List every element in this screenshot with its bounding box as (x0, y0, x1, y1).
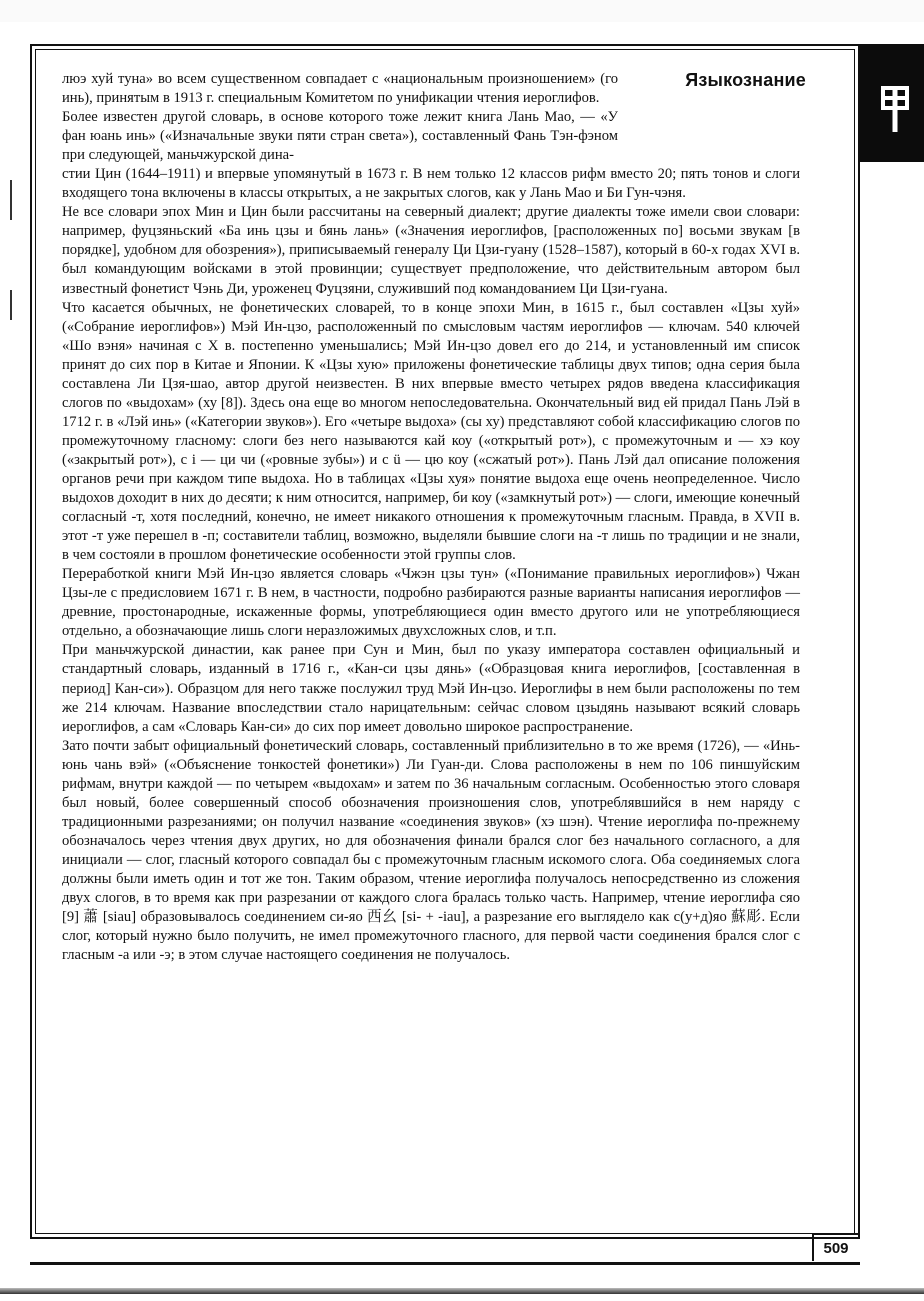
paragraph: Более известен другой словарь, в основе которого тоже лежит книга Лань Мао, — «У фан юань инь» («Изначальные звуки пяти стран света»), составленный Фань Тэн-фэном при следующей, маньчжурской дина- (62, 109, 618, 164)
page-number: 509 (812, 1233, 858, 1261)
paragraph: Зато почти забыт официальный фонетический словарь, составленный приблизительно в то же время (1726), — «Инь-юнь чань вэй» («Объяснение тонкостей фонетики») Ли Гуан-ди. Слова расположены в нем по 106 пиншуйским рифмам, внутри каждой — по четырем «выдохам» и затем по 36 начальным согласным. Особенностью этого словаря был новый, более совершенный способ обозначения произношения слов, употреблявшийся в нем наряду с традиционными разрезаниями; он получил название «соединения звуков» (хэ шэн). Чтение иероглифа по-прежнему обозначалось через чтения двух других, но для обозначения финали брался слог без начального согласного, а для инициали — слог, гласный которого совпадал бы с промежуточным гласным искомого слога. Оба соединяемых слога должны были иметь один и тот же тон. Таким образом, чтение иероглифа получалось непосредственно из сложения двух слогов, в то время как при разрезании от каждого слога бралась только часть. Например, чтение иероглифа сяо [9] 蕭 [siau] образовывалось соединением си-яо 西幺 [si- + -iau], а разрезание его выглядело как с(у+д)яо 蘇彫. Если слог, который нужно было получить, не имел промежуточного гласного, для первой части соединения брался слог с гласным -а или -э; в этом случае настоящего соединения не получалось. (62, 737, 800, 964)
scan-edge (0, 1288, 924, 1294)
hanzi-jia-glyph-icon (880, 84, 910, 134)
scan-artifact (10, 180, 12, 220)
paragraph: При маньчжурской династии, как ранее при Сун и Мин, был по указу императора составлен официальный и стандартный словарь, изданный в 1716 г., «Кан-си цзы дянь» («Образцовая книга иероглифов, [составленная в период] Кан-си»). Образцом для него также послужил труд Мэй Ин-цзо. Иероглифы в нем были расположены по тем же 214 ключам. Название впоследствии стало нарицательным: сейчас словом цзыдянь называют всякий словарь иероглифов, а сам «Словарь Кан-си» до сих пор имеет довольно широкое распространение. (62, 642, 800, 735)
paragraph: Переработкой книги Мэй Ин-цзо является словарь «Чжэн цзы тун» («Понимание правильных иероглифов») Чжан Цзы-ле с предисловием 1671 г. В нем, в частности, подробно разбираются разные варианты написания иероглифов — древние, простонародные, искаженные формы, употребляющиеся один вместо другого или не употребляющиеся отдельно, а обозначающие лишь слоги неразложимых двухсложных слов, и т.п. (62, 566, 800, 640)
bottom-rule (30, 1262, 860, 1265)
paragraph: Не все словари эпох Мин и Цин были рассчитаны на северный диалект; другие диалекты тоже имели свои словари: например, фуцзяньский «Ба инь цзы и бянь лань» («Значения иероглифов, [расположенных по] восьми звукам [в порядке], удобном для обозрения»), приписываемый генералу Ци Цзи-гуану (1528–1587), который в 60-х годах XVI в. был командующим войсками в этой провинции; существует предположение, что действительным автором был известный фонетист Чэнь Ди, уроженец Фуцзяни, служивший под командованием Ци Цзи-гуана. (62, 204, 800, 297)
article-body (62, 70, 800, 965)
paragraph: Что касается обычных, не фонетических словарей, то в конце эпохи Мин, в 1615 г., был составлен «Цзы хуй» («Собрание иероглифов») Мэй Ин-цзо, расположенный по смысловым частям иероглифов — ключам. 540 ключей «Шо вэня» начиная с X в. постепенно уменьшались; Мэй Ин-цзо довел его до 214, и установленный им список принят до сих пор в Китае и Японии. К «Цзы хую» приложены фонетические таблицы двух типов; одна серия была составлена Ли Цзя-шао, автор другой неизвестен. В них впервые вместо четырех рядов введена классификация слогов по «выдохам» (ху [8]). Здесь она еще во многом непоследовательна. Окончательный вид ей придал Пань Лэй в 1712 г. в «Лэй инь» («Категории звуков»). Его «четыре выдоха» (сы ху) представляют собой классификацию слогов по промежуточному гласному: слоги без него называются кай коу («открытый рот»), с промежуточным и — хэ коу («закрытый рот»), с i — ци чи («ровные зубы») и с ü — цю коу («сжатый рот»). Пань Лэй дал описание положения органов речи при каждом типе выдоха. Но в таблицах «Цзы хуя» понятие выдоха еще очень неопределенное. Число выдохов доходит в них до десяти; к ним относится, например, би коу («замкнутый рот») — слоги, имеющие конечный согласный -т, хотя последний, конечно, не имеет никакого отношения к промежуточным гласным. Правда, в XVII в. этот -т уже перешел в -п; составители таблиц, возможно, выделяли бывшие слоги на -т лишь по традиции и не знали, в чем состояли в прошлом фонетические особенности этой группы слов. (62, 299, 800, 564)
paragraph: стии Цин (1644–1911) и впервые упомянутый в 1673 г. В нем только 12 классов рифм вместо 20; пять тонов и слоги входящего тона включены в классы открытых, а не закрытых слогов, как у Лань Мао и Би Гун-чэня. (62, 166, 800, 202)
scan-artifact (10, 290, 12, 320)
scan-edge (0, 0, 924, 22)
paragraph: люэ хуй туна» во всем существенном совпадает с «национальным произношением» (го инь), принятым в 1913 г. специальным Комитетом по унификации чтения иероглифов. (62, 71, 618, 107)
section-title: Языкознание (685, 70, 806, 90)
